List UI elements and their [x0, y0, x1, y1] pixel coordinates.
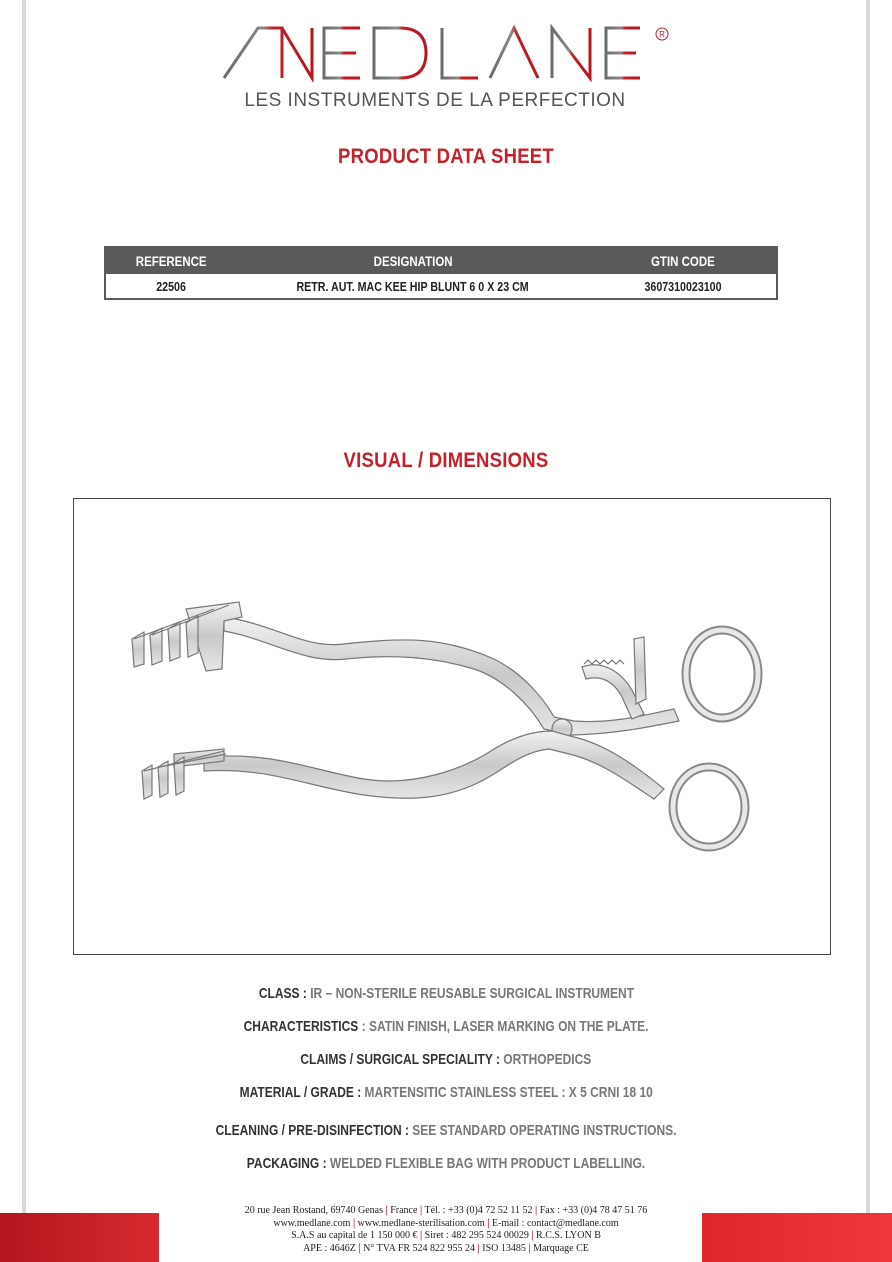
footer-line-registration: APE : 4646Z | N° TVA FR 524 822 955 24 | ISO 13485 | Marquage CE — [303, 1242, 589, 1254]
registered-mark: R — [659, 30, 665, 39]
spec-claims: CLAIMS / SURGICAL SPECIALITY : ORTHOPEDICS — [300, 1051, 592, 1068]
email-link[interactable]: E-mail : contact@medlane.com — [491, 1217, 619, 1229]
footer-line-address: 20 rue Jean Rostand, 69740 Genas | France | Tél. : +33 (0)4 72 52 11 52 | Fax : +33 (0)4 78 47 51 76 — [244, 1205, 648, 1216]
spec-packaging: PACKAGING : WELDED FLEXIBLE BAG WITH PRODUCT LABELLING. — [246, 1155, 646, 1172]
visual-dimensions-title: VISUAL / DIMENSIONS — [343, 449, 549, 472]
cell-gtin-code: 3607310023100 — [644, 278, 722, 294]
footer-contact — [0, 1205, 892, 1255]
cell-designation: RETR. AUT. MAC KEE HIP BLUNT 6 0 X 23 CM — [296, 278, 530, 294]
footer-line-web: www.medlane.com | www.medlane-sterilisation.com | E-mail : contact@medlane.com — [273, 1217, 619, 1229]
header-gtin-code: GTIN CODE — [590, 247, 777, 274]
spec-cleaning: CLEANING / PRE-DISINFECTION : SEE STANDARD OPERATING INSTRUCTIONS. — [215, 1122, 677, 1139]
spec-characteristics: CHARACTERISTICS : SATIN FINISH, LASER MARKING ON THE PLATE. — [243, 1018, 649, 1035]
reference-table — [104, 246, 778, 300]
header-designation: DESIGNATION — [236, 247, 590, 274]
spec-class: CLASS : IR – NON-STERILE REUSABLE SURGICAL INSTRUMENT — [258, 985, 634, 1002]
header-reference: REFERENCE — [105, 247, 236, 274]
brand-tagline: LES INSTRUMENTS DE LA PERFECTION — [244, 90, 626, 111]
product-image-frame — [73, 498, 831, 955]
medlane-logo — [220, 24, 672, 82]
table-header-row — [105, 247, 777, 274]
product-data-sheet-title: PRODUCT DATA SHEET — [338, 145, 554, 168]
website-link[interactable]: www.medlane.com — [273, 1217, 351, 1229]
retractor-instrument-illustration — [74, 499, 829, 953]
spec-material: MATERIAL / GRADE : MARTENSITIC STAINLESS STEEL : X 5 CRNI 18 10 — [239, 1084, 653, 1101]
cell-reference: 22506 — [156, 278, 186, 294]
table-row — [105, 274, 777, 299]
sterilisation-website-link[interactable]: www.medlane-sterilisation.com — [357, 1217, 485, 1229]
footer-line-company: S.A.S au capital de 1 150 000 € | Siret : 482 295 524 00029 | R.C.S. LYON B — [291, 1230, 601, 1241]
